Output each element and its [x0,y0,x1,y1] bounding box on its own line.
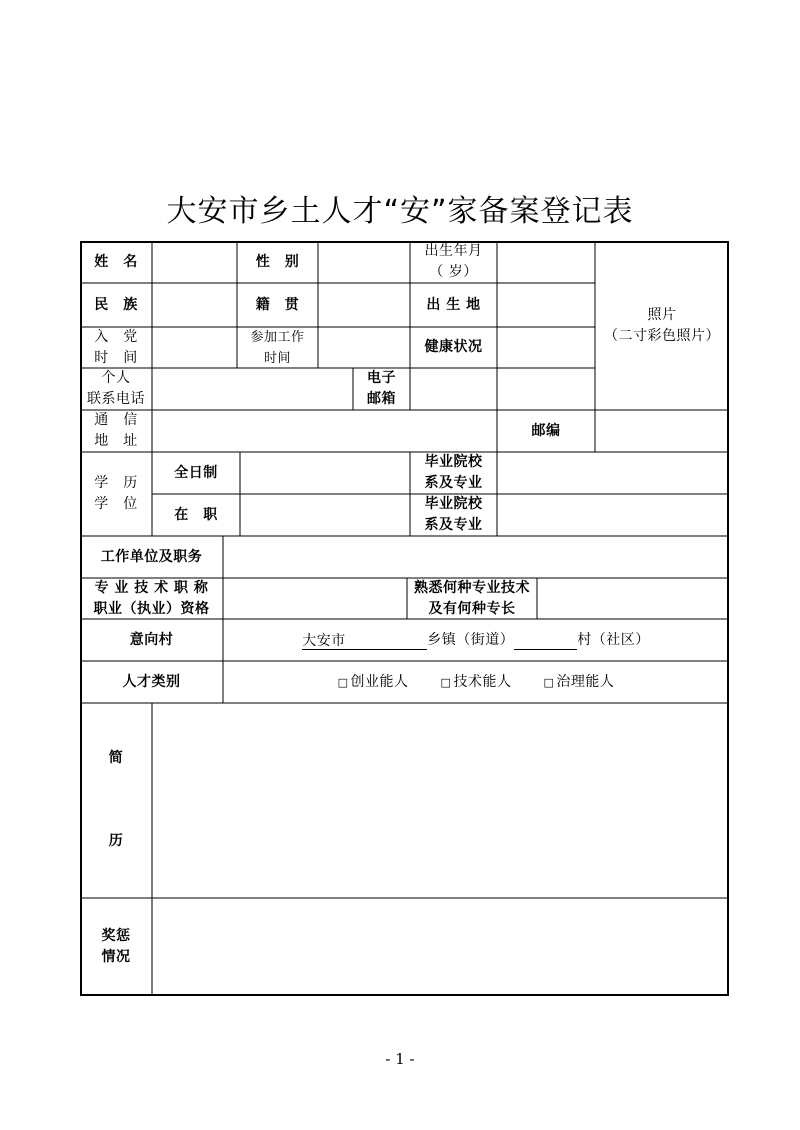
registration-form-table [80,241,729,996]
checkbox-icon: □ [543,675,555,689]
email-field[interactable] [410,368,595,410]
village-city-text: 大安市 [302,632,346,649]
employer-label: 工作单位及职务 [100,548,203,565]
professional-title-label-line2: 职业（执业）资格 [93,600,210,617]
work-start-label-line1: 参加工作 [250,329,305,345]
resume-label [80,703,152,898]
expertise-field[interactable] [537,578,729,619]
work-start-label-line2: 时间 [263,350,291,366]
fulltime-degree-field[interactable] [240,452,410,494]
postcode-field[interactable] [595,410,729,452]
birthplace-field[interactable] [497,283,595,327]
category-option-governance-label: 治理能人 [556,673,615,690]
village-village-blank[interactable] [514,631,577,650]
work-start-field[interactable] [318,327,410,368]
page-number: - 1 - [385,1050,415,1068]
fulltime-school-label [410,452,497,494]
category-option-entrepreneur[interactable] [338,672,409,693]
name-field[interactable] [152,241,237,283]
birth-label-line2: （ 岁） [429,264,478,280]
party-join-label-line2: 时 间 [94,349,138,366]
address-label-line1: 通 信 [94,412,138,428]
inservice-label: 在 职 [174,506,218,523]
professional-title-field[interactable] [223,578,407,619]
address-field[interactable] [152,410,497,452]
professional-title-label-line1: 专 业 技 术 职 称 [94,579,209,596]
category-option-technical-label: 技术能人 [453,673,512,690]
fulltime-school-label-line1: 毕业院校 [424,454,483,470]
phone-label-line2: 联系电话 [87,391,145,407]
resume-label-char1: 简 [108,750,124,766]
checkbox-icon: □ [337,675,349,689]
fulltime-school-field[interactable] [497,452,729,494]
birth-label-line1: 出生年月 [424,243,483,259]
awards-label-line1: 奖惩 [101,928,131,944]
inservice-school-label [410,494,497,536]
postcode-label: 邮编 [531,422,561,439]
form-title: 大安市乡土人才“安”家备案登记表 [166,194,634,229]
photo-size-note: （二寸彩色照片） [604,327,720,344]
birth-field[interactable] [497,241,595,283]
gender-label: 性 别 [255,253,300,270]
gender-field[interactable] [318,241,410,283]
employer-field[interactable] [223,536,729,578]
inservice-school-label-line2: 系及专业 [424,517,483,533]
village-field[interactable] [223,619,729,661]
email-label-line2: 邮箱 [367,391,396,407]
ethnic-label: 民 族 [94,296,138,313]
checkbox-icon: □ [440,675,452,689]
address-label [80,410,152,452]
category-option-technical[interactable] [441,672,512,693]
inservice-school-label-line1: 毕业院校 [424,496,483,512]
village-city-blank[interactable] [302,631,427,650]
native-place-field[interactable] [318,283,410,327]
inservice-degree-field[interactable] [240,494,410,536]
category-label: 人才类别 [122,673,181,690]
professional-title-label [80,578,223,619]
party-join-label [80,327,152,368]
phone-label [80,368,152,410]
awards-field[interactable] [152,898,729,996]
category-option-entrepreneur-label: 创业能人 [350,673,409,690]
name-label: 姓 名 [94,253,138,270]
education-label-line2: 学 位 [94,496,138,512]
address-label-line2: 地 址 [94,433,138,449]
expertise-label-line1: 熟悉何种专业技术 [414,579,530,596]
education-label-line1: 学 历 [94,475,138,491]
expertise-label [407,578,537,619]
awards-label-line2: 情况 [101,949,131,965]
photo-label: 照片 [647,306,677,323]
category-option-governance[interactable] [543,672,614,693]
phone-label-line1: 个人 [101,370,131,386]
awards-label [80,898,152,996]
village-village-text: 村（社区） [577,631,650,648]
ethnic-field[interactable] [152,283,237,327]
photo-box[interactable] [595,241,729,410]
native-place-label: 籍 贯 [255,296,300,313]
birthplace-label: 出 生 地 [426,296,481,313]
birth-label [410,241,497,283]
work-start-label [237,327,318,368]
party-join-field[interactable] [152,327,237,368]
resume-field[interactable] [152,703,729,898]
fulltime-school-label-line2: 系及专业 [424,475,483,491]
expertise-label-line2: 及有何种专长 [428,600,516,617]
fulltime-label: 全日制 [174,464,218,481]
party-join-label-line1: 入 党 [94,328,138,345]
village-label: 意向村 [129,631,174,648]
email-label-line1: 电子 [367,370,396,386]
email-label [353,368,410,410]
category-options [223,661,729,703]
resume-label-char2: 历 [108,833,124,849]
inservice-school-field[interactable] [497,494,729,536]
phone-field[interactable] [152,368,353,410]
health-label: 健康状况 [424,339,483,355]
health-field[interactable] [497,327,595,368]
education-label [80,452,152,536]
village-town-text: 乡镇（街道） [427,631,515,648]
